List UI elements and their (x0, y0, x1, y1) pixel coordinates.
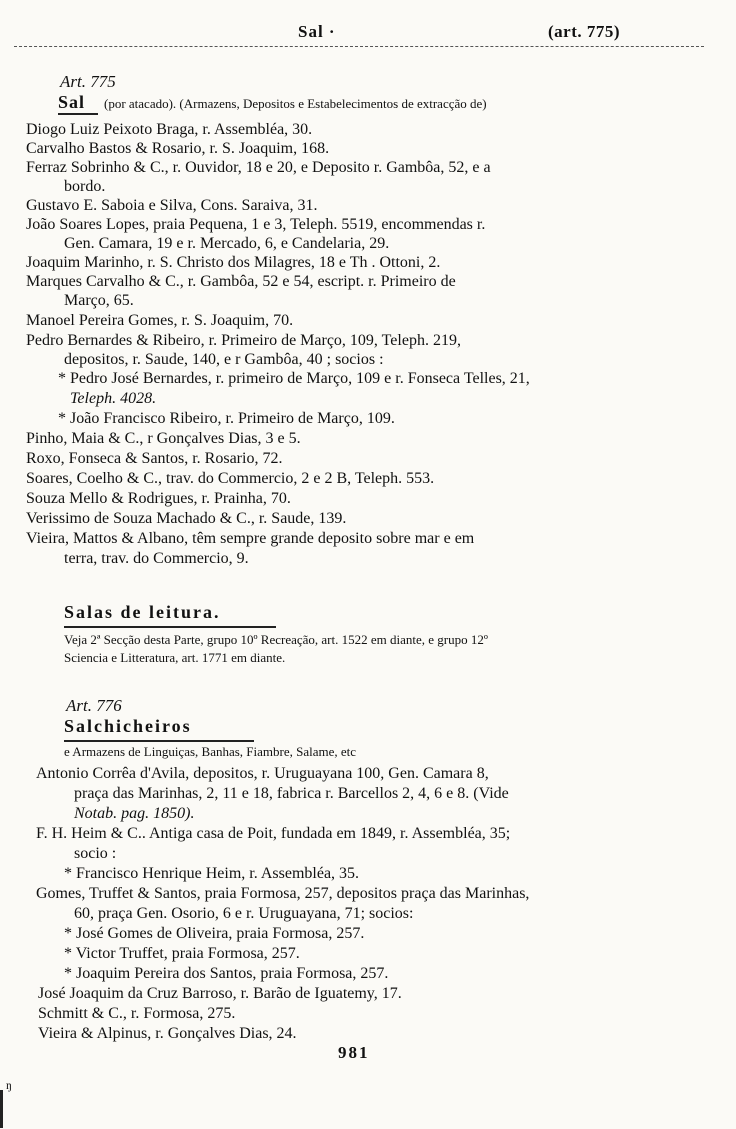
entry-line: * Pedro José Bernardes, r. primeiro de Março, 109 e r. Fonseca Telles, 21, (58, 370, 530, 387)
entry-line: Vieira, Mattos & Albano, têm sempre grande deposito sobre mar e em (26, 530, 475, 547)
entry-line: * João Francisco Ribeiro, r. Primeiro de Março, 109. (58, 410, 395, 427)
entry-line: depositos, r. Saude, 140, e r Gambôa, 40 ; socios : (64, 351, 384, 368)
entry-line: * Victor Truffet, praia Formosa, 257. (64, 945, 300, 962)
section-heading: Salas de leitura. (64, 602, 221, 622)
entry-line: terra, trav. do Commercio, 9. (64, 550, 249, 567)
entry-line: Teleph. 4028. (70, 390, 157, 407)
entry-line: Joaquim Marinho, r. S. Christo dos Milagres, 18 e Th . Ottoni, 2. (26, 254, 441, 271)
header-article-ref: (art. 775) (548, 22, 621, 41)
page-number: 981 (338, 1043, 370, 1062)
entry-line: Sciencia e Litteratura, art. 1771 em diante. (64, 650, 286, 665)
entry-line: praça das Marinhas, 2, 11 e 18, fabrica r. Barcellos 2, 4, 6 e 8. (Vide (74, 785, 509, 802)
entry-line: Notab. pag. 1850). (74, 805, 195, 822)
entry-line: Manoel Pereira Gomes, r. S. Joaquim, 70. (26, 312, 294, 329)
entry-line: Pedro Bernardes & Ribeiro, r. Primeiro de Março, 109, Teleph. 219, (26, 332, 461, 349)
entry-line: 60, praça Gen. Osorio, 6 e r. Uruguayana, 71; socios: (74, 905, 414, 922)
entry-line: Carvalho Bastos & Rosario, r. S. Joaquim, 168. (26, 140, 330, 157)
section-heading: Salchicheiros (64, 716, 192, 736)
running-header (0, 22, 736, 46)
entry-line: F. H. Heim & C.. Antiga casa de Poit, fundada em 1849, r. Assembléa, 35; (36, 825, 511, 842)
section-subtitle: e Armazens de Linguiças, Banhas, Fiambre, Salame, etc (64, 744, 357, 759)
entry-line: Gen. Camara, 19 e r. Mercado, 6, e Candelaria, 29. (64, 235, 390, 252)
entry-line: Março, 65. (64, 292, 134, 309)
entry-line: socio : (74, 845, 117, 862)
entry-line: João Soares Lopes, praia Pequena, 1 e 3, Teleph. 5519, encommendas r. (26, 216, 486, 233)
entry-line: Pinho, Maia & C., r Gonçalves Dias, 3 e 5. (26, 430, 301, 447)
entry-line: * Francisco Henrique Heim, r. Assembléa, 35. (64, 865, 360, 882)
entry-line: Gomes, Truffet & Santos, praia Formosa, 257, depositos praça das Marinhas, (36, 885, 530, 902)
entry-line: Diogo Luiz Peixoto Braga, r. Assembléa, 30. (26, 121, 313, 138)
page-edge-shadow (0, 1090, 3, 1128)
entry-line: bordo. (64, 178, 106, 195)
entry-line: Verissimo de Souza Machado & C., r. Saude, 139. (26, 510, 347, 527)
margin-mark: ŋ (6, 1078, 12, 1092)
entry-line: José Joaquim da Cruz Barroso, r. Barão de Iguatemy, 17. (38, 985, 402, 1002)
entry-line: * Joaquim Pereira dos Santos, praia Formosa, 257. (64, 965, 389, 982)
section-heading: Sal (58, 92, 86, 112)
header-title: Sal · (298, 22, 336, 41)
entry-line: Marques Carvalho & C., r. Gambôa, 52 e 54, escript. r. Primeiro de (26, 273, 456, 290)
entry-line: Soares, Coelho & C., trav. do Commercio, 2 e 2 B, Teleph. 553. (26, 470, 435, 487)
entry-line: Vieira & Alpinus, r. Gonçalves Dias, 24. (38, 1025, 297, 1042)
article-number: Art. 775 (60, 72, 116, 91)
entry-line: Schmitt & C., r. Formosa, 275. (38, 1005, 236, 1022)
entry-line: Roxo, Fonseca & Santos, r. Rosario, 72. (26, 450, 283, 467)
section-subtitle: (por atacado). (Armazens, Depositos e Estabelecimentos de extracção de) (104, 96, 487, 111)
heading-underline (58, 113, 98, 115)
entry-line: * José Gomes de Oliveira, praia Formosa, 257. (64, 925, 365, 942)
entry-line: Gustavo E. Saboia e Silva, Cons. Saraiva, 31. (26, 197, 318, 214)
entry-line: Souza Mello & Rodrigues, r. Prainha, 70. (26, 490, 291, 507)
header-rule (14, 46, 704, 47)
entry-line: Ferraz Sobrinho & C., r. Ouvidor, 18 e 20, e Deposito r. Gambôa, 52, e a (26, 159, 491, 176)
entry-line: Antonio Corrêa d'Avila, depositos, r. Uruguayana 100, Gen. Camara 8, (36, 765, 489, 782)
article-number: Art. 776 (66, 696, 122, 715)
entry-line: Veja 2ª Secção desta Parte, grupo 10º Recreação, art. 1522 em diante, e grupo 12º (64, 632, 488, 647)
heading-underline (64, 626, 276, 628)
